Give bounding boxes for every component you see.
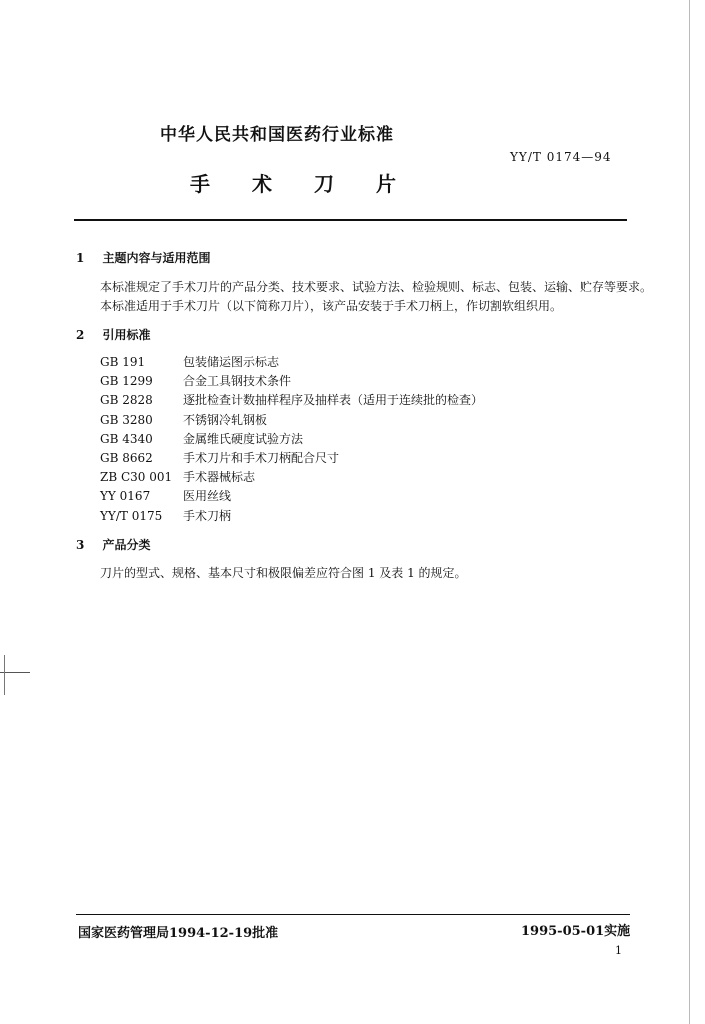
document-title xyxy=(190,168,396,197)
reference-title: 医用丝线 xyxy=(183,489,232,504)
reference-code: GB 3280 xyxy=(100,412,153,427)
reference-title: 手术器械标志 xyxy=(183,470,256,485)
reference-item xyxy=(100,507,483,526)
issued-by-date: 国家医药管理局1994-12-19批准 xyxy=(78,926,279,941)
standard-body-title: 中华人民共和国医药行业标准 xyxy=(160,125,394,145)
effective-date: 1995-05-01实施 xyxy=(521,924,631,939)
section-title: 产品分类 xyxy=(102,538,151,552)
reference-code: GB 1299 xyxy=(100,374,153,389)
reference-code: GB 8662 xyxy=(100,451,153,466)
reference-item xyxy=(100,430,483,449)
standard-code: YY/T 0174—94 xyxy=(510,150,612,164)
reference-title: 手术刀片和手术刀柄配合尺寸 xyxy=(183,451,340,466)
reference-title: 逐批检查计数抽样程序及抽样表（适用于连续批的检查） xyxy=(183,393,484,408)
section-1-heading xyxy=(76,249,211,266)
reference-title: 金属维氏硬度试验方法 xyxy=(183,431,304,446)
section-title: 引用标准 xyxy=(102,328,151,342)
section-number: 3 xyxy=(76,538,85,552)
reference-item xyxy=(100,353,483,372)
reference-item xyxy=(100,468,483,487)
header-rule xyxy=(74,219,627,221)
reference-code: YY/T 0175 xyxy=(100,508,163,523)
section-number: 1 xyxy=(76,251,85,265)
reference-code: ZB C30 001 xyxy=(100,470,173,485)
reference-code: GB 2828 xyxy=(100,393,153,408)
reference-title: 合金工具钢技术条件 xyxy=(183,374,292,389)
title-char: 片 xyxy=(376,172,396,196)
reference-item xyxy=(100,372,483,391)
reference-item xyxy=(100,487,483,506)
reference-code: GB 4340 xyxy=(100,431,153,446)
section-1-paragraph-1: 本标准规定了手术刀片的产品分类、技术要求、试验方法、检验规则、标志、包装、运输、贮存等要求。 xyxy=(100,280,653,294)
section-3-heading xyxy=(76,536,151,553)
section-title: 主题内容与适用范围 xyxy=(102,251,211,265)
footer-rule xyxy=(76,914,630,915)
section-2-heading xyxy=(76,326,151,343)
section-number: 2 xyxy=(76,328,85,342)
title-char: 术 xyxy=(252,172,272,196)
reference-code: YY 0167 xyxy=(100,489,151,504)
reference-item xyxy=(100,411,483,430)
reference-code: GB 191 xyxy=(100,355,146,369)
scan-margin-mark xyxy=(4,655,5,695)
scan-edge-line xyxy=(689,0,690,1024)
reference-title: 包装储运图示标志 xyxy=(183,355,280,369)
reference-item xyxy=(100,391,483,410)
reference-list xyxy=(100,353,483,526)
section-3-paragraph-1: 刀片的型式、规格、基本尺寸和极限偏差应符合图 1 及表 1 的规定。 xyxy=(100,566,467,580)
title-char: 手 xyxy=(190,172,210,196)
section-1-paragraph-2: 本标准适用于手术刀片（以下简称刀片），该产品安装于手术刀柄上，作切割软组织用。 xyxy=(100,299,563,313)
page-number: 1 xyxy=(615,944,622,957)
title-char: 刀 xyxy=(314,172,334,196)
reference-title: 手术刀柄 xyxy=(183,508,232,523)
reference-item xyxy=(100,449,483,468)
reference-title: 不锈钢冷轧钢板 xyxy=(183,412,268,427)
